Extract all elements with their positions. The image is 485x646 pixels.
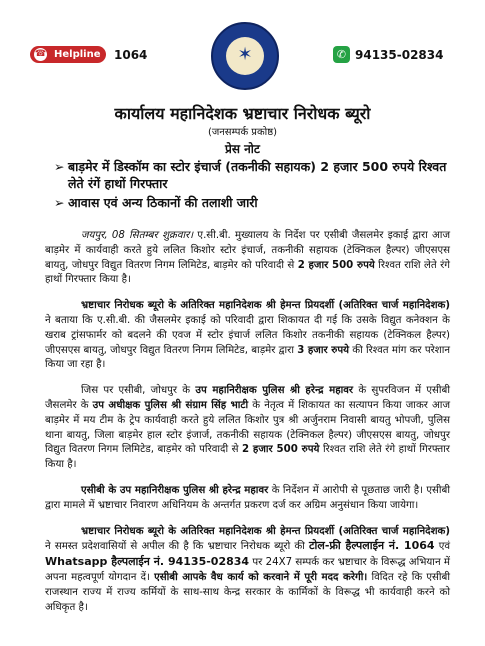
emblem-center [226, 37, 264, 75]
official-name: भ्रष्टाचार निरोधक ब्यूरो के अतिरिक्त महानिदेशक श्री हेमन्त प्रियदर्शी (अतिरिक्त चार्ज महानिदेशक) [81, 525, 450, 537]
paragraph-4 [45, 484, 450, 514]
emblem-symbol-icon: ✶ [237, 44, 253, 65]
paragraph-3 [45, 384, 450, 473]
paragraph-text: रिश्वत राशि लेते रंगे हाथों गिरफ्तार किया है। [45, 259, 450, 286]
arrow-icon: ➢ [54, 159, 65, 174]
office-subtitle: (जनसम्पर्क प्रकोष्ठ) [207, 127, 278, 138]
paragraph-text: ने बताया कि ए.सी.बी. की जैसलमेर इकाई को परिवादी द्वारा शिकायत दी गई कि उसके विद्युत कनेक्शन के खराब ट्रांसफार्मर को बदलने की एवज में स्टोर इंचार्ज ललित किशोर तकनीकी सहायक (टेक्निकल हैल्पर) जीएसएस बायतु, जोधपुर विद्युत वितरण निगम लिमिटेड, बाड़मेर द्वारा [45, 314, 450, 356]
bribe-amount: 2 हजार 500 रुपये [297, 259, 375, 271]
dateline: जयपुर, 08 सितम्बर शुक्रवार। [81, 230, 194, 241]
bribe-demand: 3 हजार रुपये [297, 344, 350, 356]
official-name: भ्रष्टाचार निरोधक ब्यूरो के अतिरिक्त महानिदेशक श्री हेमन्त प्रियदर्शी (अतिरिक्त चार्ज महानिदेशक) [81, 300, 450, 312]
paragraph-text: रिश्वत राशि लेते रंगे हाथों गिरफ्तार किया है। [45, 444, 450, 471]
appeal-text: एसीबी आपके वैध कार्य को करवाने में पूरी मदद करेगी। [154, 571, 368, 583]
headline-bullet [54, 158, 454, 192]
press-note-heading: प्रेस नोट [225, 142, 260, 156]
bullet-text: बाड़मेर में डिस्कॉम का स्टोर इंचार्ज (तकनीकी सहायक) 2 हजार 500 रुपये रिश्वत लेते रंगें हाथों गिरफ्तार [68, 159, 447, 191]
office-title: कार्यालय महानिदेशक भ्रष्टाचार निरोधक ब्यूरो [114, 104, 371, 123]
headline-bullets [54, 158, 454, 213]
helpline-label: Helpline [54, 49, 101, 60]
paragraph-2 [45, 299, 450, 373]
letterhead [0, 0, 485, 102]
paragraph-1 [45, 229, 450, 288]
headline-bullet [54, 194, 454, 211]
paragraph-text: के निर्देशन में आरोपी से पूछताछ जारी है। एसीबी द्वारा मामले में भ्रष्टाचार निवारण अधिनियम के अन्तर्गत प्रकरण दर्ज कर अग्रिम अनुसंधान किया जायेगा। [45, 484, 450, 511]
paragraph-text: ने समस्त प्रदेशवासियों से अपील की है कि भ्रष्टाचार निरोधक ब्यूरो की [45, 541, 309, 553]
official-name: उप अधीक्षक पुलिस श्री संग्राम सिंह भाटी [92, 399, 249, 411]
paragraph-text: ए.सी.बी. मुख्यालय के निर्देश पर एसीबी जैसलमेर इकाई द्वारा आज बाड़मेर में कार्यवाही करते हुये ललित किशोर स्टोर इंचार्ज, तकनीकी सहायक (टेक्निकल हैल्पर) जीएसएस बायतु, जोधपुर विद्युत वितरण निगम लिमिटेड, बाड़मेर को परिवादी से [45, 230, 451, 271]
paragraph-5 [45, 525, 450, 616]
bullet-text: आवास एवं अन्य ठिकानों की तलाशी जारी [68, 195, 258, 210]
paragraph-text: के नेतृत्व में शिकायत का सत्यापन किया जाकर आज बाड़मेर में मय टीम के ट्रेप कार्यवाही करते हुये ललित किशोर पुत्र श्री अर्जुनराम निवासी बायतु भोपजी, पुलिस थाना बायतु, जिला बाड़मेर हाल स्टोर इंजार्ज, तकनीकी सहायक (टेक्निकल हैल्पर) जीएसएस बायतु, जोधपुर विद्युत वितरण निगम लिमिटेड, बाड़मेर को परिवादी से [45, 399, 451, 456]
bribe-amount: 2 हजार 500 रुपये [242, 444, 320, 456]
tollfree-helpline: टोल-फ्री हैल्पलाईन नं. 1064 [309, 539, 435, 553]
paragraph-text: पर 24X7 सम्पर्क कर भ्रष्टाचार के विरूद्ध अभियान में अपना महत्वपूर्ण योगदान दें। [45, 557, 450, 583]
whatsapp-number: 94135-02834 [355, 48, 444, 62]
arrow-icon: ➢ [54, 195, 65, 210]
acb-emblem-icon [211, 22, 279, 90]
helpline-badge [30, 46, 106, 63]
press-note-body [45, 229, 450, 626]
whatsapp-helpline: Whatsapp हैल्पलाईन नं. 94135-02834 [45, 555, 250, 569]
official-name: उप महानिरीक्षक पुलिस श्री हरेन्द्र महावर [195, 385, 354, 397]
whatsapp-icon: ✆ [333, 46, 350, 63]
paragraph-text: एवं [434, 541, 450, 553]
paragraph-text: विदित रहे कि एसीबी राजस्थान राज्य में राज्य कर्मियों के साथ-साथ केन्द्र सरकार के कार्मिकों के विरूद्ध भी कार्यवाही करने को अधिकृत है। [45, 571, 451, 613]
helpline-number: 1064 [114, 48, 148, 62]
paragraph-text: जिस पर एसीबी, जोधपुर के [81, 385, 196, 397]
paragraph-text: की रिश्वत मांग कर परेशान किया जा रहा है। [45, 344, 450, 371]
phone-icon: ☎ [34, 49, 47, 59]
official-name: एसीबी के उप महानिरीक्षक पुलिस श्री हरेन्द्र महावर [81, 484, 269, 496]
paragraph-text: के सुपरविजन में एसीबी जैसलमेर के [45, 385, 450, 411]
